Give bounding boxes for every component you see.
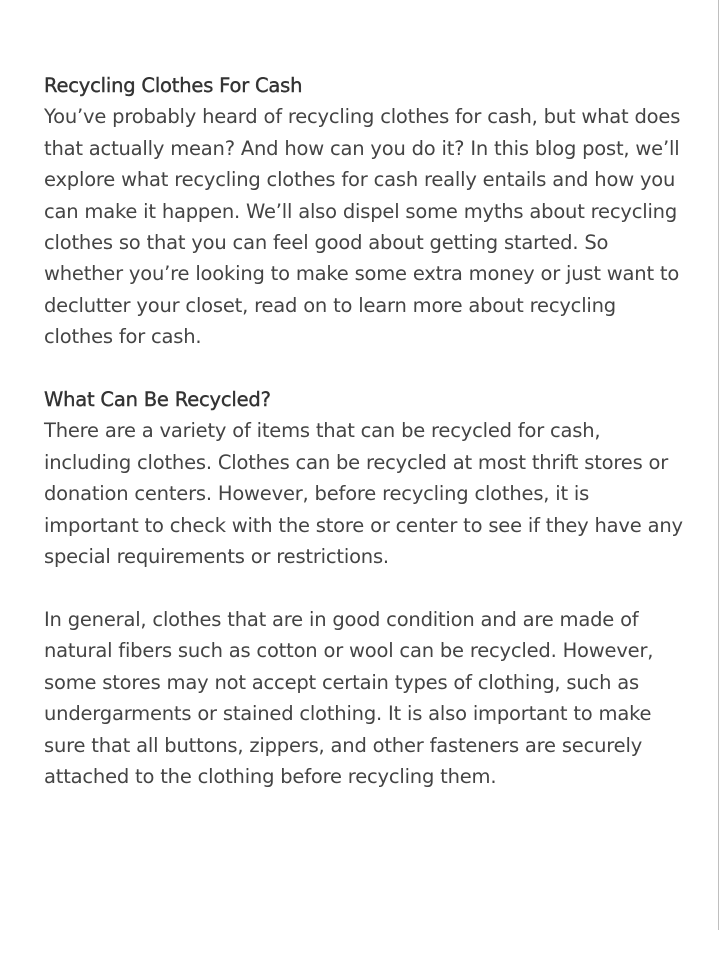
section-heading-what-can-be-recycled: What Can Be Recycled?: [44, 388, 271, 412]
page-edge-divider: [718, 0, 719, 930]
article-body: [44, 70, 684, 792]
recyclable-items-paragraph: There are a variety of items that can be recycled for cash, including clothes. Clothes can be recycled at most thrift stores or donation centers. However, before recycling clothes, it is important to check with the store or center to see if they have any special requirements or restrictions.: [44, 419, 683, 569]
intro-paragraph: You’ve probably heard of recycling clothes for cash, but what does that actually mean? And how can you do it? In this blog post, we’ll explore what recycling clothes for cash really entails and how you can make it happen. We’ll also dispel some myths about recycling clothes so that you can feel good about getting started. So whether you’re looking to make some extra money or just want to declutter your closet, read on to learn more about recycling clothes for cash.: [44, 105, 681, 349]
paragraph-spacer: [44, 572, 684, 603]
paragraph-spacer: [44, 353, 684, 384]
general-guidelines-paragraph: In general, clothes that are in good condition and are made of natural fibers such as cotton or wool can be recycled. However, some stores may not accept certain types of clothing, such as undergarments or stained clothing. It is also important to make sure that all buttons, zippers, and other fasteners are securely attached to the clothing before recycling them.: [44, 607, 654, 788]
section-heading-recycling-clothes-for-cash: Recycling Clothes For Cash: [44, 74, 303, 97]
